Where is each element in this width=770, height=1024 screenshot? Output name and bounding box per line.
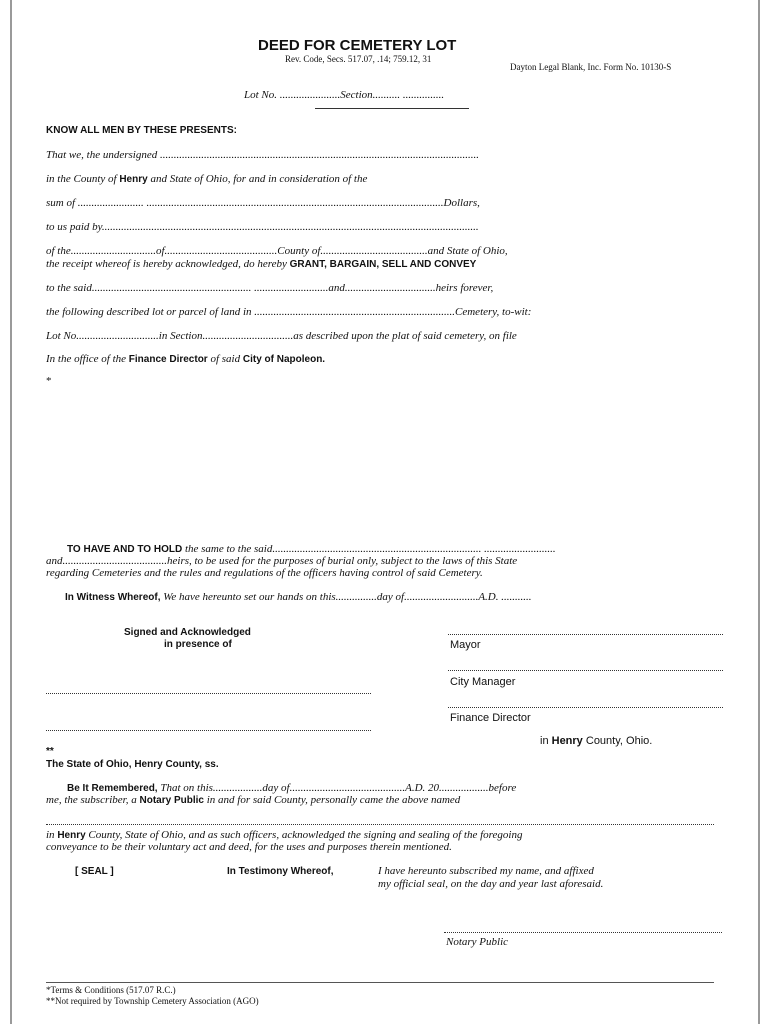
ack-text: County, State of Ohio, and as such officers, acknowledged the signing and sealing of the foregoing bbox=[88, 829, 523, 841]
habendum-line-2: and......................................heirs, to be used for the purposes of burial only, subject to the laws of this State bbox=[46, 555, 518, 567]
in-henry-county bbox=[540, 735, 652, 747]
habendum-text-1: the same to the said............................................................................ .......................... bbox=[184, 543, 556, 555]
henry-ack: Henry bbox=[57, 830, 86, 841]
county-ohio-text: County, Ohio. bbox=[585, 735, 653, 747]
subscriber-line bbox=[46, 794, 460, 806]
of-said-text: of said bbox=[210, 353, 241, 365]
county-name: Henry bbox=[119, 174, 148, 185]
lot-section-line: Lot No. ......................Section.......... ............... bbox=[244, 89, 445, 101]
testimony-text-1: I have hereunto subscribed my name, and affixed bbox=[378, 865, 594, 877]
habendum-line-3: regarding Cemeteries and the rules and regulations of the officers having control of said Cemetery. bbox=[46, 567, 483, 579]
rev-code: Rev. Code, Secs. 517.07, .14; 759.12, 31 bbox=[285, 54, 432, 64]
came-text: in and for said County, personally came the above named bbox=[206, 794, 461, 806]
conveyance-line: conveyance to be their voluntary act and deed, for the uses and purposes therein mentioned. bbox=[46, 841, 452, 853]
footer-rule bbox=[46, 982, 714, 983]
double-asterisk: ** bbox=[46, 746, 54, 757]
footnote-2: **Not required by Township Cemetery Association (AGO) bbox=[46, 996, 259, 1006]
habendum-line-1 bbox=[67, 543, 556, 555]
notary-signature-line bbox=[444, 932, 722, 933]
grant-line-4: to us paid by......................................................................................................................................... bbox=[46, 221, 479, 233]
in-witness-whereof: In Witness Whereof, bbox=[65, 592, 161, 603]
grant-line-8: the following described lot or parcel of land in .........................................................................Cemetery, to-wit: bbox=[46, 306, 532, 318]
document-title: DEED FOR CEMETERY LOT bbox=[258, 37, 457, 54]
grant-line-9: Lot No..............................in Section.................................as described upon the plat of said cemetery, on file bbox=[46, 330, 517, 342]
signed-acknowledged: Signed and Acknowledged bbox=[124, 627, 251, 638]
grant-line-6 bbox=[46, 258, 476, 270]
grant-line-1: That we, the undersigned .................................................................................................................... bbox=[46, 149, 479, 161]
know-all-men-heading: KNOW ALL MEN BY THESE PRESENTS: bbox=[46, 125, 237, 136]
footnote-1: *Terms & Conditions (517.07 R.C.) bbox=[46, 985, 176, 995]
witness-signature-line-2 bbox=[46, 730, 371, 731]
in-prefix: in bbox=[46, 829, 55, 841]
seal-label: [ SEAL ] bbox=[75, 866, 114, 877]
witness-line bbox=[65, 591, 532, 603]
mayor-label: Mayor bbox=[450, 639, 481, 651]
be-it-remembered: Be It Remembered, bbox=[67, 783, 158, 794]
grant-line-3: sum of ........................ ............................................................................................................Dollars, bbox=[46, 197, 480, 209]
asterisk-marker: * bbox=[46, 375, 52, 387]
page-right-border bbox=[758, 0, 760, 1024]
testimony-text-2: my official seal, on the day and year last aforesaid. bbox=[378, 878, 604, 890]
finance-director-label: Finance Director bbox=[450, 712, 531, 724]
remembered-text: That on this..................day of..........................................A.D. 20..................before bbox=[160, 782, 517, 794]
witness-text: We have hereunto set our hands on this...............day of...........................A.D. ........... bbox=[163, 591, 532, 603]
in-text: in bbox=[540, 735, 549, 747]
finance-director-text: Finance Director bbox=[128, 354, 208, 365]
receipt-text: the receipt whereof is hereby acknowledged, do hereby bbox=[46, 258, 287, 270]
form-number: Dayton Legal Blank, Inc. Form No. 10130-S bbox=[510, 62, 672, 72]
notary-public-label: Notary Public bbox=[446, 936, 509, 948]
grant-line-5: of the...............................of.........................................County of.......................................and State of Ohio, bbox=[46, 245, 508, 257]
city-manager-label: City Manager bbox=[450, 676, 516, 688]
finance-director-signature-line bbox=[448, 707, 723, 708]
henry-county-ack-line bbox=[46, 829, 522, 841]
notary-public-bold: Notary Public bbox=[139, 795, 204, 806]
office-text: In the office of the bbox=[46, 353, 127, 365]
grant-line-2 bbox=[46, 173, 367, 185]
remembered-line bbox=[67, 782, 516, 794]
lot-underline bbox=[315, 108, 469, 109]
grant-line-7: to the said.......................................................... ...........................and.................................heirs forever, bbox=[46, 282, 494, 294]
page-left-border bbox=[10, 0, 12, 1024]
city-manager-signature-line bbox=[448, 670, 723, 671]
grant-line-10 bbox=[46, 353, 325, 365]
state-of-ohio-heading: The State of Ohio, Henry County, ss. bbox=[46, 759, 219, 770]
witness-signature-line-1 bbox=[46, 693, 371, 694]
in-testimony-whereof: In Testimony Whereof, bbox=[227, 866, 334, 877]
to-have-and-hold: TO HAVE AND TO HOLD bbox=[67, 544, 183, 555]
grant-bargain-text: GRANT, BARGAIN, SELL AND CONVEY bbox=[289, 259, 477, 270]
mayor-signature-line bbox=[448, 634, 723, 635]
in-presence-of: in presence of bbox=[164, 639, 232, 650]
county-suffix: and State of Ohio, for and in consideration of the bbox=[150, 173, 368, 185]
county-prefix: in the County of bbox=[46, 173, 117, 185]
henry-text: Henry bbox=[551, 735, 583, 747]
subscriber-text: me, the subscriber, a bbox=[46, 794, 137, 806]
city-name: City of Napoleon. bbox=[242, 354, 326, 365]
named-parties-line bbox=[46, 824, 714, 825]
